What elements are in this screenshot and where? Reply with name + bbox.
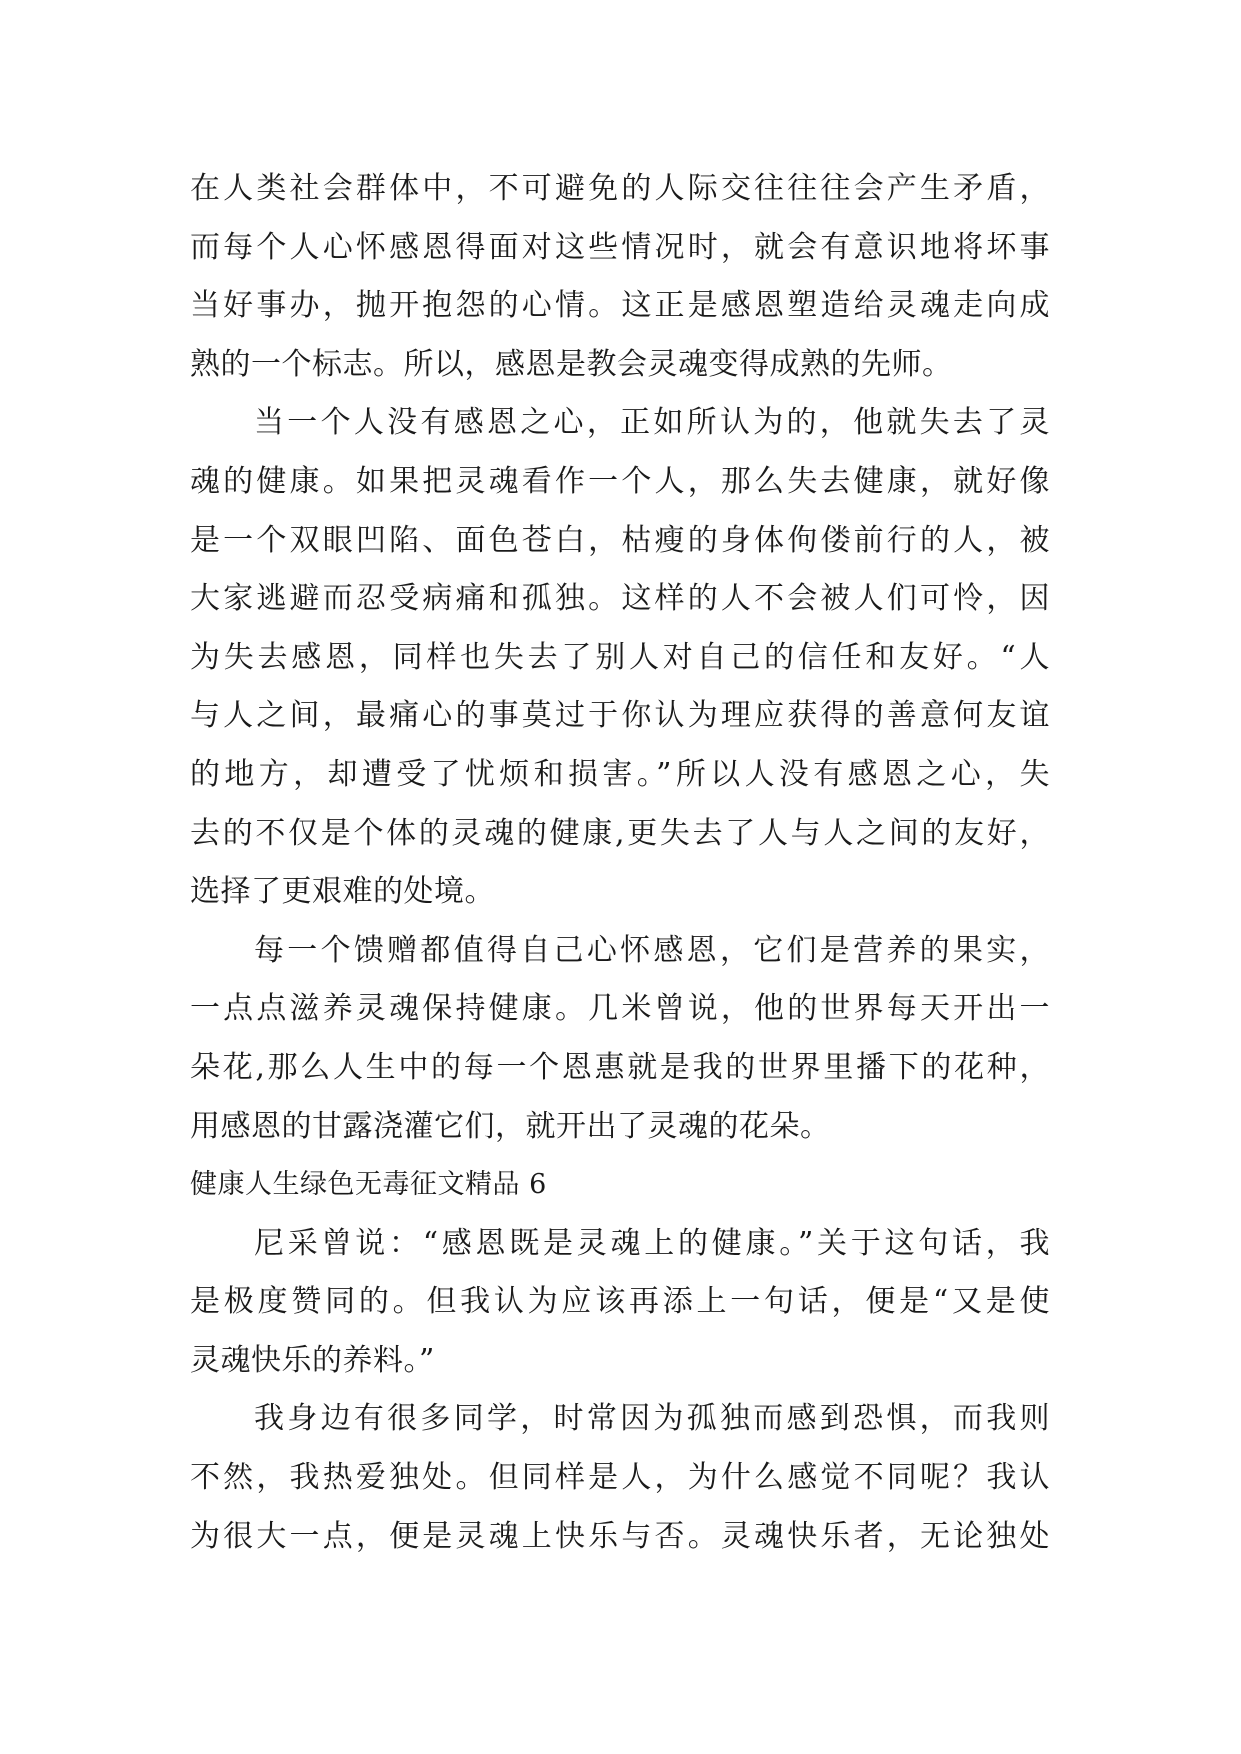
text-line: 朵花,那么人生中的每一个恩惠就是我的世界里播下的花种，: [190, 1049, 1050, 1085]
paragraph-1: [190, 160, 1050, 394]
text-line: 在人类社会群体中，不可避免的人际交往往往会产生矛盾，: [190, 171, 1050, 206]
text-line: 而每个人心怀感恩得面对这些情况时，就会有意识地将坏事: [190, 229, 1050, 265]
text-line: 的地方，却遭受了忧烦和损害。”所以人没有感恩之心，失: [190, 756, 1050, 792]
text-line: 当一个人没有感恩之心，正如所认为的，他就失去了灵: [254, 405, 1050, 441]
text-line: 每一个馈赠都值得自己心怀感恩，它们是营养的果实，: [254, 932, 1050, 968]
text-line: 是一个双眼凹陷、面色苍白，枯瘦的身体佝偻前行的人，被: [190, 522, 1050, 558]
text-line: 选择了更艰难的处境。: [190, 874, 495, 910]
document-page: [190, 160, 1050, 1566]
text-line: 尼采曾说：“感恩既是灵魂上的健康。”关于这句话，我: [254, 1225, 1050, 1261]
paragraph-2: [190, 394, 1050, 921]
paragraph-5: [190, 1390, 1050, 1566]
text-line: 为失去感恩，同样也失去了别人对自己的信任和友好。“人: [190, 639, 1050, 675]
text-line: 是极度赞同的。但我认为应该再添上一句话，便是“又是使: [190, 1284, 1050, 1320]
text-line: 一点点滋养灵魂保持健康。几米曾说，他的世界每天开出一: [190, 991, 1050, 1027]
text-line: 大家逃避而忍受病痛和孤独。这样的人不会被人们可怜，因: [190, 581, 1050, 617]
text-line: 用感恩的甘露浇灌它们，就开出了灵魂的花朵。: [190, 1108, 831, 1144]
section-heading: 健康人生绿色无毒征文精品 6: [190, 1169, 547, 1201]
text-line: 与人之间，最痛心的事莫过于你认为理应获得的善意何友谊: [190, 698, 1050, 734]
text-line: 当好事办，抛开抱怨的心情。这正是感恩塑造给灵魂走向成: [190, 288, 1050, 324]
text-line: 灵魂快乐的养料。”: [190, 1342, 435, 1378]
paragraph-4: [190, 1215, 1050, 1391]
text-line: 熟的一个标志。所以，感恩是教会灵魂变得成熟的先师。: [190, 346, 953, 382]
text-line: 去的不仅是个体的灵魂的健康,更失去了人与人之间的友好，: [190, 815, 1050, 851]
paragraph-3: [190, 922, 1050, 1156]
text-line: 我身边有很多同学，时常因为孤独而感到恐惧，而我则: [254, 1401, 1050, 1437]
text-line: 不然，我热爱独处。但同样是人，为什么感觉不同呢？我认: [190, 1460, 1050, 1496]
section-heading-wrap: [190, 1156, 1050, 1215]
text-line: 为很大一点，便是灵魂上快乐与否。灵魂快乐者，无论独处: [190, 1518, 1050, 1554]
text-line: 魂的健康。如果把灵魂看作一个人，那么失去健康，就好像: [190, 463, 1050, 499]
